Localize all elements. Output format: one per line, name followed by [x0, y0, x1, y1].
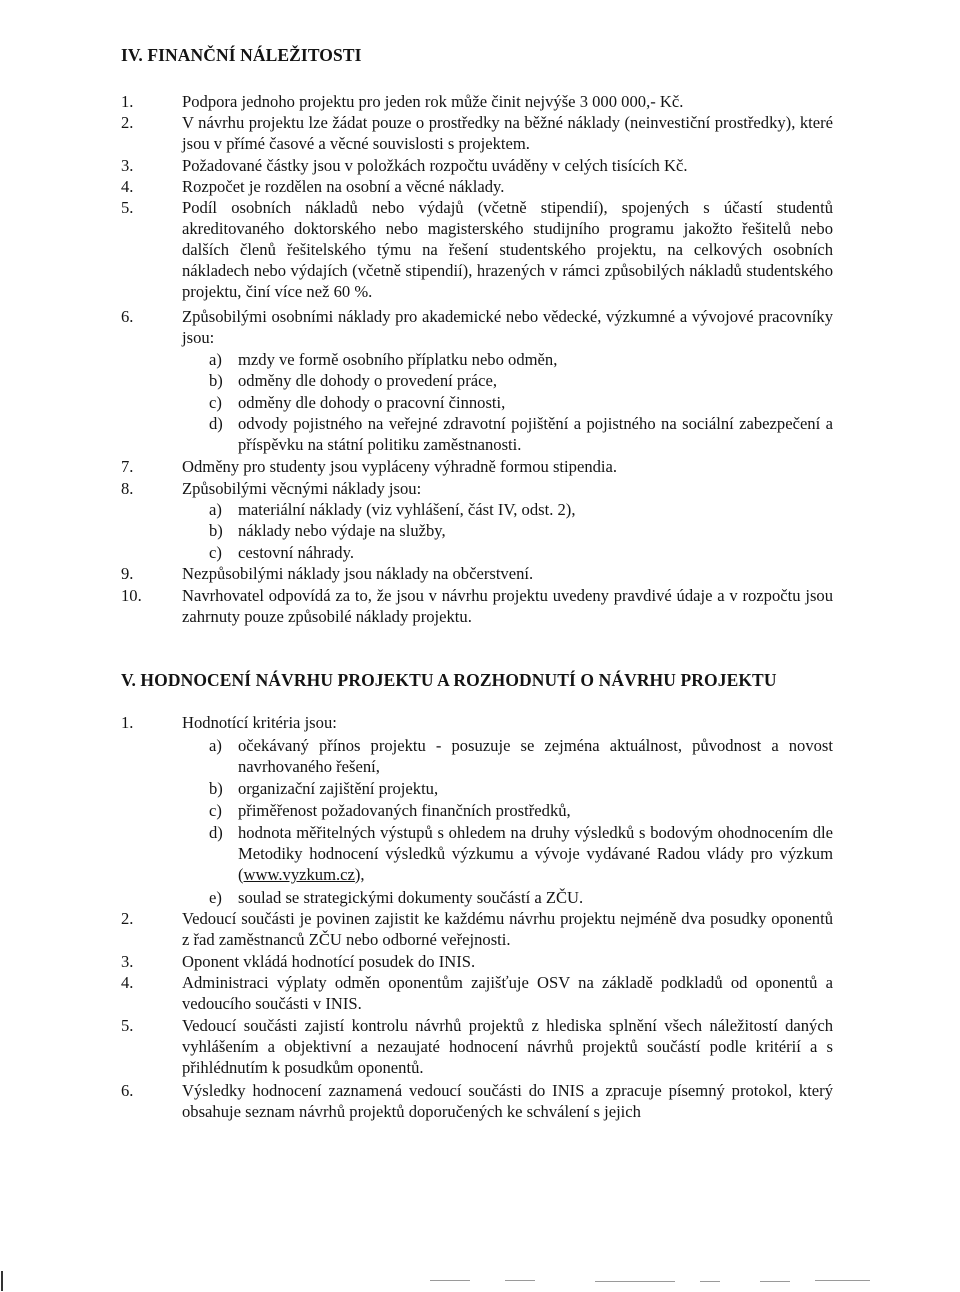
- item-text: Vedoucí součásti zajistí kontrolu návrhů projektů z hlediska splnění všech náležitostí daných vyhlášením a objektivní a nezaujaté hodnocení návrhů projektů součástí podle kritérií a s přihlédnutím k posudkům oponentů.: [182, 1016, 833, 1077]
- section-heading-evaluation: V. HODNOCENÍ NÁVRHU PROJEKTU A ROZHODNUTÍ O NÁVRHU PROJEKTU: [121, 670, 777, 690]
- list-item: [121, 456, 833, 477]
- item-number: 3.: [121, 952, 134, 971]
- item-text: Nezpůsobilými náklady jsou náklady na občerstvení.: [182, 564, 534, 583]
- sub-item-text: odměny dle dohody o provedení práce,: [238, 371, 497, 390]
- sub-item: [209, 370, 833, 391]
- sub-item-text: mzdy ve formě osobního příplatku nebo odměn,: [238, 350, 558, 369]
- list-item: [121, 1080, 833, 1122]
- list-item: [121, 563, 833, 584]
- sub-item: [209, 822, 833, 885]
- sub-item: [209, 349, 833, 370]
- list-item: [121, 585, 833, 627]
- sub-item: [209, 542, 833, 563]
- sub-item-letter: c): [209, 801, 222, 820]
- list-item: [121, 478, 833, 499]
- item-text: Odměny pro studenty jsou vypláceny výhradně formou stipendia.: [182, 457, 618, 476]
- sub-item-text: odměny dle dohody o pracovní činnosti,: [238, 393, 506, 412]
- sub-item-text: materiální náklady (viz vyhlášení, část IV, odst. 2),: [238, 500, 576, 519]
- sub-item-text: soulad se strategickými dokumenty součástí a ZČU.: [238, 888, 584, 907]
- sub-item-letter: b): [209, 779, 223, 798]
- list-item: [121, 155, 833, 176]
- sub-item: [209, 413, 833, 455]
- sub-item-letter: d): [209, 823, 223, 842]
- item-text: Požadované částky jsou v položkách rozpočtu uváděny v celých tisících Kč.: [182, 156, 688, 175]
- item-number: 7.: [121, 457, 134, 476]
- item-text: Způsobilými věcnými náklady jsou:: [182, 479, 422, 498]
- item-text: Rozpočet je rozdělen na osobní a věcné náklady.: [182, 177, 505, 196]
- scan-line-mark: [430, 1280, 470, 1281]
- item-text: Hodnotící kritéria jsou:: [182, 713, 337, 732]
- item-number: 1.: [121, 713, 134, 732]
- sub-item-text: náklady nebo výdaje na služby,: [238, 521, 446, 540]
- sub-item-text-after: ),: [354, 865, 365, 884]
- sub-item-text-before: hodnota měřitelných výstupů s ohledem na druhy výsledků s bodovým ohodnocením dle Metodiky hodnocení výsledků výzkumu a vývoje vydávané Radou vlády pro výzkum (: [238, 823, 833, 884]
- item-text: Způsobilými osobními náklady pro akademické nebo vědecké, výzkumné a vývojové pracovníky jsou:: [182, 307, 833, 347]
- sub-item-text: organizační zajištění projektu,: [238, 779, 439, 798]
- item-number: 2.: [121, 113, 134, 132]
- sub-item-letter: b): [209, 521, 223, 540]
- item-number: 5.: [121, 1016, 134, 1035]
- item-number: 10.: [121, 586, 142, 605]
- scan-line-mark: [815, 1280, 870, 1281]
- sub-item-text: očekávaný přínos projektu - posuzuje se zejména aktuálnost, původnost a novost navrhovaného řešení,: [238, 736, 833, 776]
- sub-item-text: [238, 822, 833, 885]
- scan-line-mark: [760, 1281, 790, 1282]
- vyzkum-link[interactable]: www.vyzkum.cz: [243, 865, 355, 884]
- sub-item-letter: a): [209, 500, 222, 519]
- item-text: V návrhu projektu lze žádat pouze o prostředky na běžné náklady (neinvestiční prostředky), které jsou v přímé časové a věcné souvislosti s projektem.: [182, 113, 833, 153]
- list-item: [121, 112, 833, 154]
- section-heading-financial: IV. FINANČNÍ NÁLEŽITOSTI: [121, 45, 362, 65]
- sub-item-letter: c): [209, 393, 222, 412]
- list-item: [121, 197, 833, 302]
- sub-item-text: odvody pojistného na veřejné zdravotní pojištění a pojistného na sociální zabezpečení a příspěvku na státní politiku zaměstnanosti.: [238, 414, 833, 454]
- sub-item-letter: a): [209, 350, 222, 369]
- item-number: 4.: [121, 973, 134, 992]
- sub-item-letter: b): [209, 371, 223, 390]
- item-number: 5.: [121, 198, 134, 217]
- sub-item-text: cestovní náhrady.: [238, 543, 354, 562]
- item-number: 1.: [121, 92, 134, 111]
- item-number: 6.: [121, 307, 134, 326]
- list-item: [121, 908, 833, 950]
- item-number: 3.: [121, 156, 134, 175]
- item-number: 9.: [121, 564, 134, 583]
- sub-item: [209, 520, 833, 541]
- scan-line-mark: [700, 1281, 720, 1282]
- item-text: Podpora jednoho projektu pro jeden rok může činit nejvýše 3 000 000,- Kč.: [182, 92, 684, 111]
- sub-item: [209, 735, 833, 777]
- item-text: Vedoucí součásti je povinen zajistit ke každému návrhu projektu nejméně dva posudky oponentů z řad zaměstnanců ZČU nebo odborné veřejnosti.: [182, 909, 833, 949]
- scan-line-mark: [595, 1281, 675, 1282]
- item-number: 8.: [121, 479, 134, 498]
- item-text: Administraci výplaty odměn oponentům zajišťuje OSV na základě podkladů od oponentů a vedoucího součásti v INIS.: [182, 973, 833, 1013]
- list-item: [121, 91, 833, 112]
- sub-item-letter: c): [209, 543, 222, 562]
- item-text: Oponent vkládá hodnotící posudek do INIS.: [182, 952, 476, 971]
- sub-item: [209, 499, 833, 520]
- item-text: Podíl osobních nákladů nebo výdajů (včetně stipendií), spojených s účastí studentů akreditovaného doktorského nebo magisterského studijního programu jakožto řešitelů nebo dalších členů řešitelského týmu na řešení studentského projektu, na celkových osobních nákladech nebo výdajích (včetně stipendií), hrazených v rámci způsobilých nákladů studentského projektu, činí více než 60 %.: [182, 198, 833, 301]
- item-number: 4.: [121, 177, 134, 196]
- item-text: Výsledky hodnocení zaznamená vedoucí součásti do INIS a zpracuje písemný protokol, který obsahuje seznam návrhů projektů doporučených ke schválení s jejich: [182, 1081, 833, 1121]
- sub-item: [209, 800, 833, 821]
- list-item: [121, 951, 833, 972]
- sub-item-letter: e): [209, 888, 222, 907]
- sub-item-letter: d): [209, 414, 223, 433]
- sub-item: [209, 778, 833, 799]
- list-item: [121, 1015, 833, 1078]
- item-text: Navrhovatel odpovídá za to, že jsou v návrhu projektu uvedeny pravdivé údaje a v rozpočtu jsou zahrnuty pouze způsobilé náklady projektu.: [182, 586, 833, 626]
- sub-item-letter: a): [209, 736, 222, 755]
- list-item: [121, 712, 833, 733]
- sub-item-text: přiměřenost požadovaných finančních prostředků,: [238, 801, 571, 820]
- list-item: [121, 306, 833, 348]
- item-number: 2.: [121, 909, 134, 928]
- list-item: [121, 176, 833, 197]
- scan-line-mark: [505, 1280, 535, 1281]
- list-item: [121, 972, 833, 1014]
- scan-edge-mark: [1, 1271, 3, 1291]
- sub-item: [209, 392, 833, 413]
- item-number: 6.: [121, 1081, 134, 1100]
- sub-item: [209, 887, 833, 908]
